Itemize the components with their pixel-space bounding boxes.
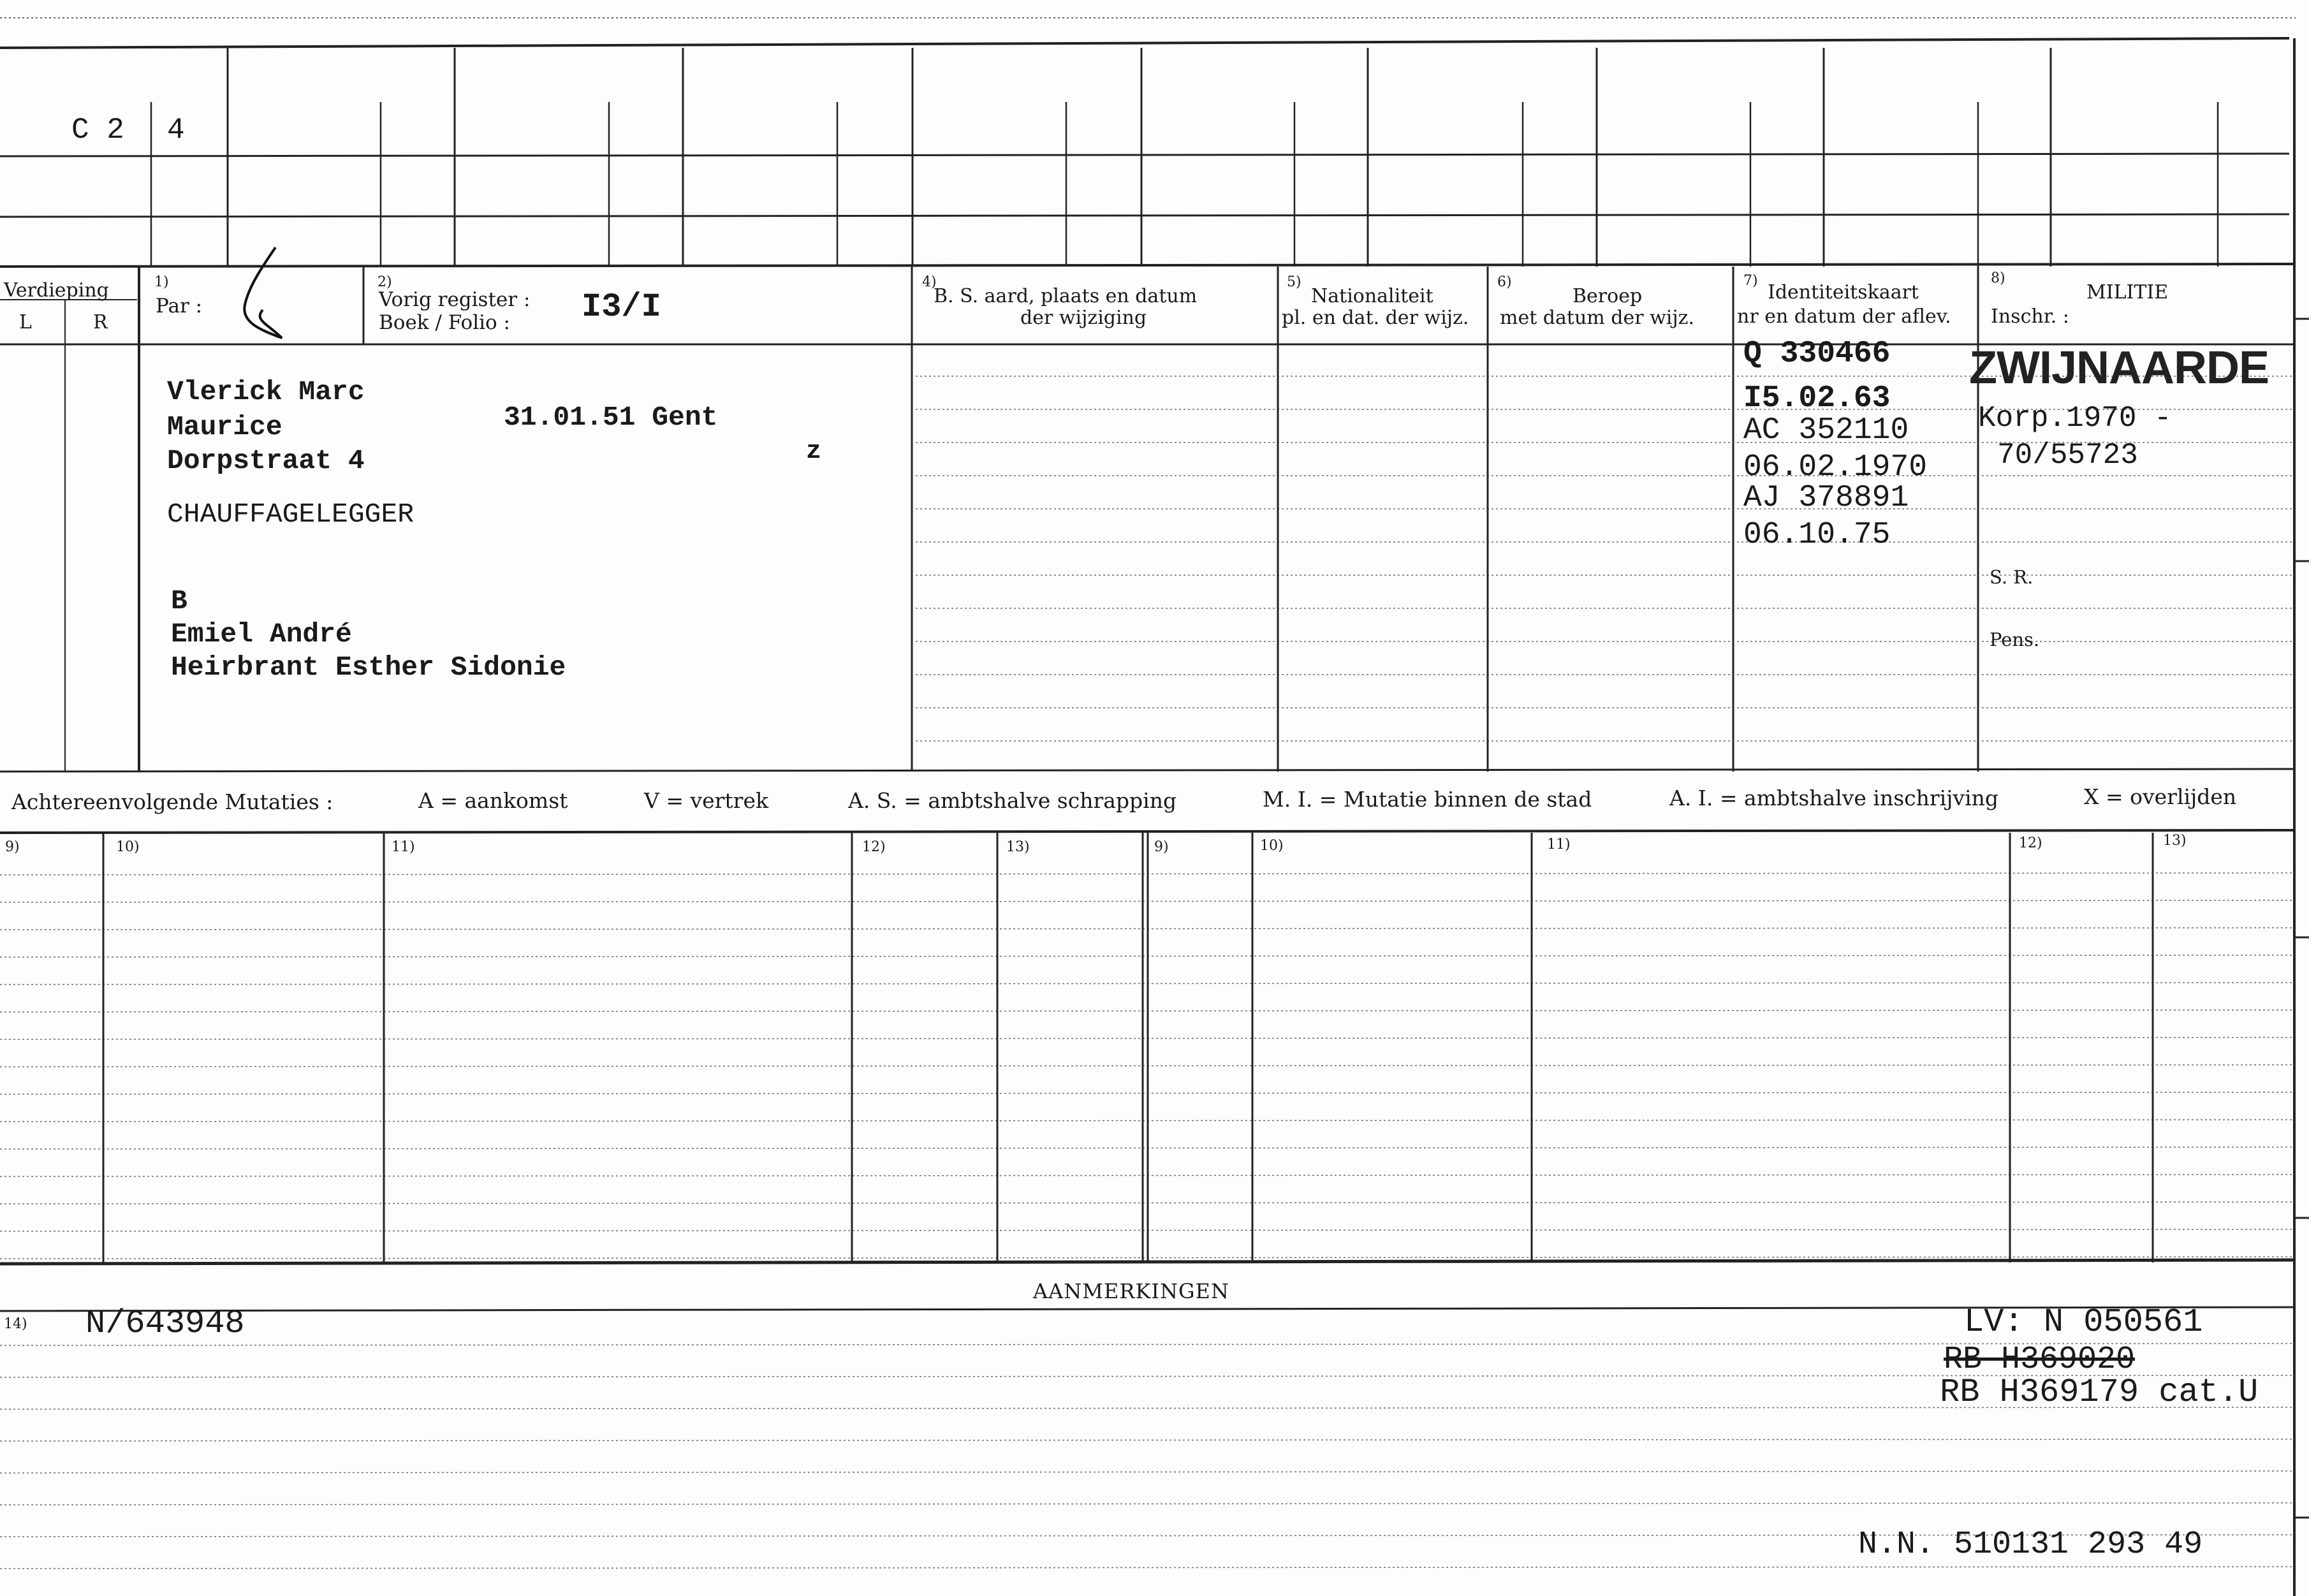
pens-label: Pens. xyxy=(1990,629,2040,650)
remarks-dotted-line xyxy=(0,1503,2293,1505)
bs-header-line2: der wijziging xyxy=(1020,307,1147,329)
mutation-dotted-line xyxy=(0,1010,2293,1012)
mutation-dotted-line xyxy=(0,1147,2293,1149)
field-number-2: 2) xyxy=(378,274,392,290)
person-name-line2: Maurice xyxy=(167,411,282,443)
par-label: Par : xyxy=(156,295,203,318)
mutation-dotted-line xyxy=(0,873,2293,875)
column-r-label: R xyxy=(93,311,108,333)
remarks-dotted-line xyxy=(0,1567,2293,1569)
mutation-dotted-line xyxy=(0,1120,2293,1122)
field-number-1: 1) xyxy=(154,274,169,290)
field-number-6: 6) xyxy=(1497,274,1512,290)
top-grid-rule xyxy=(0,154,2289,156)
remarks-top-rule xyxy=(0,1307,2296,1311)
legend-vertrek: V = vertrek xyxy=(644,788,768,813)
beroep-header-line1: Beroep xyxy=(1572,285,1643,307)
nationality-header-line2: pl. en dat. der wijz. xyxy=(1282,307,1469,329)
legend-ambtshalve-schrapping: A. S. = ambtshalve schrapping xyxy=(848,788,1177,813)
id-card-entry-1: Q 330466 xyxy=(1743,337,1891,371)
verdieping-label: Verdieping xyxy=(4,279,109,302)
id-card-entry-3: AC 352110 xyxy=(1743,413,1909,448)
field-number-5: 5) xyxy=(1287,274,1301,290)
mutations-bottom-rule xyxy=(0,1260,2296,1264)
legend-ambtshalve-inschrijving: A. I. = ambtshalve inschrijving xyxy=(1669,786,1999,810)
remarks-dotted-line xyxy=(0,1439,2293,1441)
person-address: Dorpstraat 4 xyxy=(167,445,365,476)
person-father: Emiel André xyxy=(171,619,352,650)
mutation-col-13b: 13) xyxy=(2163,833,2187,849)
remarks-number: N/643948 xyxy=(85,1305,245,1342)
field-number-7: 7) xyxy=(1743,273,1758,289)
vorig-register-label: Vorig register : xyxy=(379,288,531,311)
id-card-entry-5: AJ 378891 xyxy=(1743,481,1909,515)
id-card-entry-4: 06.02.1970 xyxy=(1743,450,1928,485)
register-value: I3/I xyxy=(582,288,661,326)
person-section-bottom xyxy=(0,769,2296,772)
remarks-nn: N.N. 510131 293 49 xyxy=(1858,1526,2203,1563)
mutation-col-10: 10) xyxy=(116,839,140,855)
person-occupation: CHAUFFAGELEGGER xyxy=(167,499,414,530)
legend-aankomst: A = aankomst xyxy=(418,788,568,813)
grid-code-4: 4 xyxy=(167,113,185,147)
remarks-rb: RB H369179 cat.U xyxy=(1940,1373,2259,1411)
grid-code-c2: C 2 xyxy=(71,113,124,147)
field-number-8: 8) xyxy=(1991,270,2005,286)
remarks-rb-struck: RB H369020 xyxy=(1944,1342,2136,1378)
mutation-dotted-line xyxy=(0,900,2293,902)
mutation-dotted-line xyxy=(0,1037,2293,1039)
remarks-title: AANMERKINGEN xyxy=(1033,1279,1229,1303)
mutations-title: Achtereenvolgende Mutaties : xyxy=(11,789,334,814)
id-card-header-line2: nr en datum der aflev. xyxy=(1737,305,1951,328)
mutation-col-12b: 12) xyxy=(2019,835,2042,851)
id-card-entry-2: I5.02.63 xyxy=(1743,381,1891,416)
mutation-dotted-line xyxy=(0,1257,2293,1259)
inschr-label: Inschr. : xyxy=(1991,305,2069,328)
mutation-dotted-line xyxy=(0,928,2293,930)
field-number-4: 4) xyxy=(922,274,937,290)
mutation-dotted-line xyxy=(0,1202,2293,1204)
person-birth: 31.01.51 Gent xyxy=(504,402,718,433)
par-signature-mark xyxy=(223,242,306,344)
id-card-header-line1: Identiteitskaart xyxy=(1768,281,1919,304)
legend-mutatie-binnen-stad: M. I. = Mutatie binnen de stad xyxy=(1263,787,1592,812)
mutation-dotted-line xyxy=(0,983,2293,985)
person-category: B xyxy=(171,585,187,617)
field-number-14: 14) xyxy=(4,1316,27,1332)
legend-overlijden: X = overlijden xyxy=(2084,784,2237,809)
person-mother: Heirbrant Esther Sidonie xyxy=(171,652,566,683)
column-l-label: L xyxy=(19,311,32,333)
boek-folio-label: Boek / Folio : xyxy=(379,311,510,334)
mutation-dotted-line xyxy=(0,1065,2293,1067)
beroep-header-line2: met datum der wijz. xyxy=(1500,307,1694,329)
top-grid-rule xyxy=(0,214,2289,217)
militia-stamp: ZWIJNAARDE xyxy=(1969,342,2269,393)
mutation-col-9: 9) xyxy=(5,839,20,855)
bs-header-line1: B. S. aard, plaats en datum xyxy=(934,285,1198,307)
mutation-col-12: 12) xyxy=(862,839,886,855)
mutation-dotted-line xyxy=(0,1175,2293,1176)
mutation-dotted-line xyxy=(0,955,2293,957)
militia-number: 70/55723 xyxy=(1997,439,2138,472)
mutation-col-10b: 10) xyxy=(1260,838,1284,854)
person-name-line1: Vlerick Marc xyxy=(167,376,365,407)
sr-label: S. R. xyxy=(1990,566,2034,588)
remarks-lv: LV: N 050561 xyxy=(1964,1303,2203,1341)
mutation-col-13: 13) xyxy=(1006,839,1030,855)
remarks-dotted-line xyxy=(0,1471,2293,1473)
id-card-entry-6: 06.10.75 xyxy=(1743,518,1891,552)
mutation-col-9b: 9) xyxy=(1154,839,1169,855)
top-grid-rule xyxy=(0,38,2289,48)
mutation-dotted-line xyxy=(0,1229,2293,1231)
mutation-dotted-line xyxy=(0,1092,2293,1094)
mutations-top-rule xyxy=(0,830,2296,833)
mutation-col-11: 11) xyxy=(392,839,415,855)
nationality-header-line1: Nationaliteit xyxy=(1311,285,1433,307)
top-grid-rule xyxy=(0,264,2296,267)
militie-header: MILITIE xyxy=(2086,281,2169,304)
mutation-col-11b: 11) xyxy=(1547,837,1571,853)
person-mark: z xyxy=(806,437,822,466)
militia-korp: Korp.1970 - xyxy=(1978,402,2172,435)
